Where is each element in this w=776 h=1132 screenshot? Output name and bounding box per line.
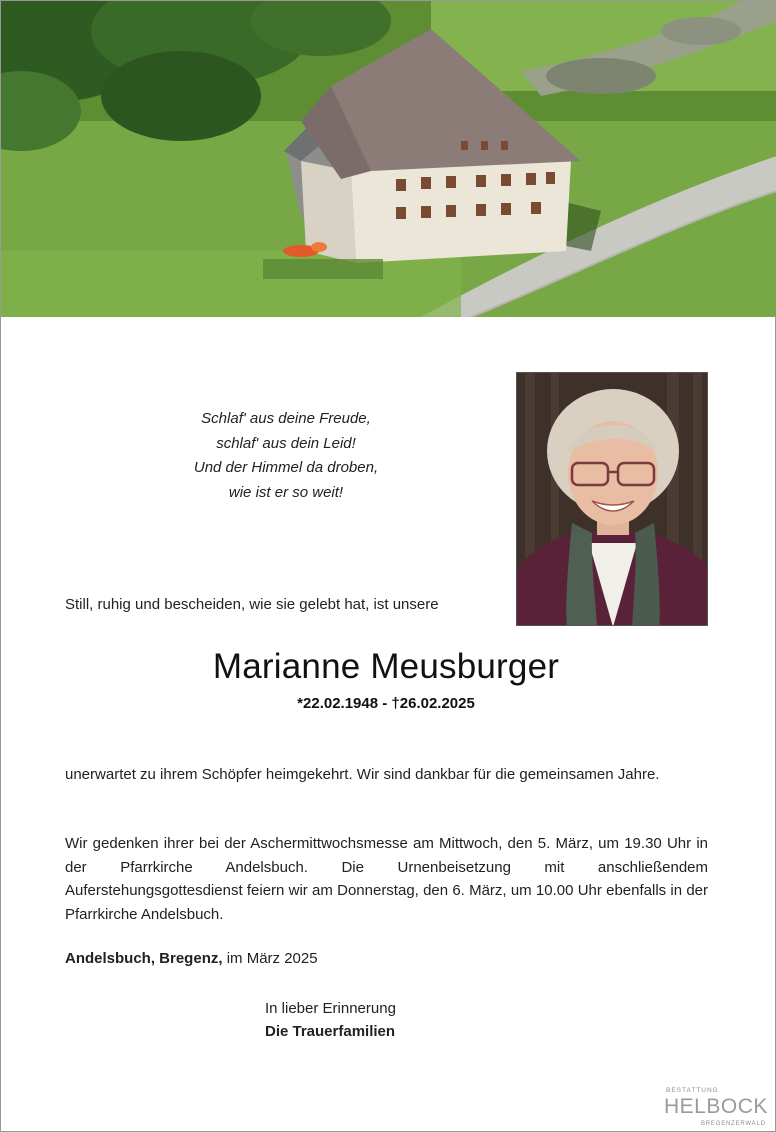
place-date-line bbox=[65, 950, 318, 967]
poem-line: Schlaf' aus deine Freude, bbox=[201, 410, 371, 427]
logo-bottom-text: BREGENZERWALD bbox=[701, 1121, 766, 1127]
poem-line: schlaf' aus dein Leid! bbox=[216, 434, 356, 452]
poem-line: Und der Himmel da droben, bbox=[193, 459, 379, 476]
poem bbox=[131, 407, 441, 505]
closing-line: In lieber Erinnerung bbox=[265, 1000, 396, 1017]
life-dates: *22.02.1948 - †26.02.2025 bbox=[297, 695, 475, 712]
funeral-home-logo bbox=[663, 1085, 773, 1131]
logo-name: HELBOCK bbox=[664, 1095, 768, 1118]
logo-top-text: BESTATTUNG bbox=[666, 1087, 719, 1094]
closing-block bbox=[265, 997, 396, 1043]
deceased-name: Marianne Meusburger bbox=[212, 647, 560, 686]
date: im März 2025 bbox=[222, 950, 318, 967]
portrait-photo bbox=[516, 372, 708, 626]
signer: Die Trauerfamilien bbox=[265, 1023, 396, 1040]
poem-line: wie ist er so weit! bbox=[228, 483, 344, 501]
body-paragraph: unerwartet zu ihrem Schöpfer heimgekehrt. Wir sind dankbar für die gemeinsamen Jahre. bbox=[65, 766, 660, 783]
header-landscape-photo bbox=[1, 1, 776, 317]
intro-text: Still, ruhig und bescheiden, wie sie gelebt hat, ist unsere bbox=[65, 596, 439, 613]
places: Andelsbuch, Bregenz, bbox=[65, 950, 223, 967]
service-paragraph: Wir gedenken ihrer bei der Aschermittwochsmesse am Mittwoch, den 5. März, um 19.30 Uhr in der Pfarrkirche Andelsbuch. Die Urnenbeisetzung mit anschließendem Auferstehungsgottesdienst feiern wir am Donnerstag, den 6. März, um 10.00 Uhr ebenfalls in der Pfarrkirche Andelsbuch. bbox=[65, 835, 708, 923]
